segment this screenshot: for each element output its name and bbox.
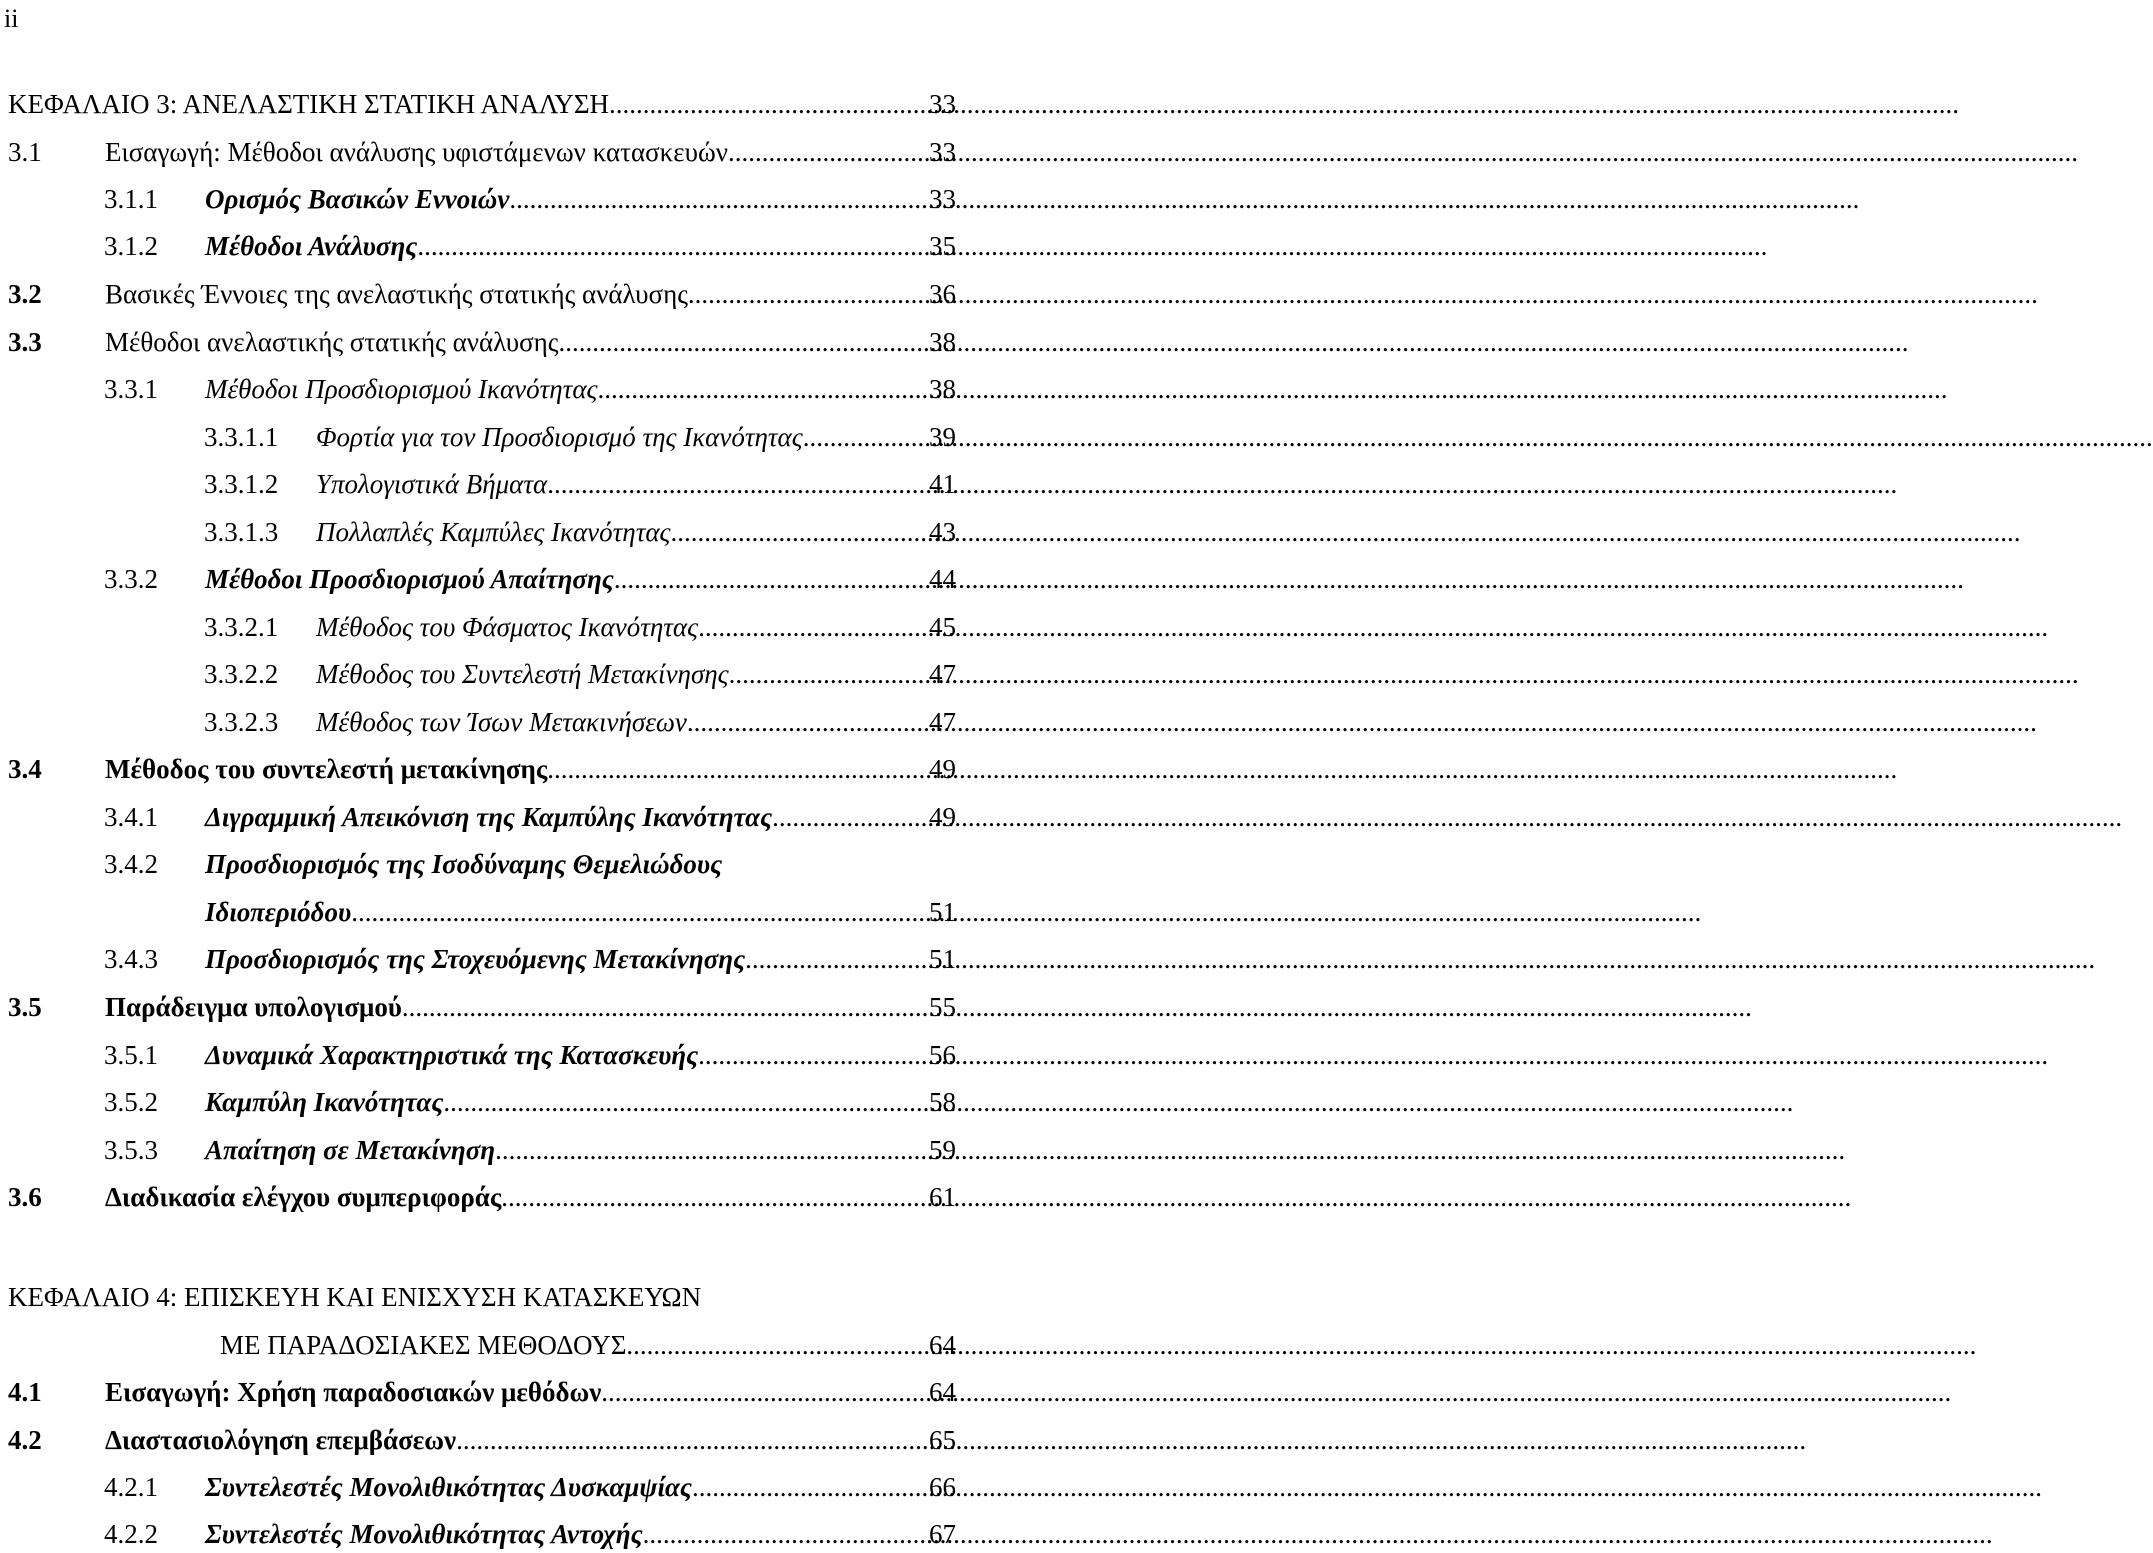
toc-leader-dots — [626, 1327, 929, 1363]
toc-page-number: 56 — [929, 1040, 956, 1070]
toc-page-number: 35 — [929, 231, 956, 261]
toc-entry-3-1-2[interactable] — [104, 228, 956, 264]
toc-page-number: 33 — [929, 89, 956, 119]
toc-leader-dots — [509, 181, 929, 217]
toc-chapter-4-heading[interactable] — [8, 1279, 701, 1315]
toc-leader-dots — [495, 1132, 929, 1168]
toc-page-number: 43 — [929, 517, 956, 547]
toc-section-number: 3.5 — [8, 992, 42, 1022]
toc-entry-3-3-1-3[interactable] — [204, 514, 956, 550]
toc-page-number: 41 — [929, 469, 956, 499]
toc-section-number: 3.3.2.1 — [204, 612, 279, 642]
toc-page-number: 59 — [929, 1135, 956, 1165]
document-page — [0, 0, 960, 1553]
toc-entry-3-3-2[interactable] — [104, 561, 956, 597]
toc-section-number: 3.5.3 — [104, 1135, 158, 1165]
toc-page-number: 33 — [929, 184, 956, 214]
toc-leader-dots — [803, 419, 929, 455]
toc-entry-3-3-1-1[interactable] — [204, 419, 956, 455]
toc-page-number: 64 — [929, 1377, 956, 1407]
toc-leader-dots — [698, 1037, 929, 1073]
toc-leader-dots — [728, 134, 929, 170]
toc-section-number: 3.4.2 — [104, 849, 158, 879]
toc-entry-3-5[interactable] — [8, 989, 956, 1025]
toc-title: Μέθοδοι Προσδιορισμού Ικανότητας — [205, 374, 598, 404]
toc-title: Μέθοδος των Ίσων Μετακινήσεων — [316, 707, 687, 737]
toc-leader-dots — [692, 1469, 929, 1505]
toc-leader-dots — [547, 751, 929, 787]
toc-page-number: 55 — [929, 992, 956, 1022]
toc-page-number: 61 — [929, 1182, 956, 1212]
toc-section-number: 3.2 — [8, 279, 42, 309]
toc-section-number: 3.3.1.2 — [204, 469, 279, 499]
toc-page-number: 47 — [929, 707, 956, 737]
toc-leader-dots — [614, 561, 929, 597]
toc-page-number: 65 — [929, 1425, 956, 1455]
toc-leader-dots — [597, 371, 929, 407]
toc-section-number: 3.1.2 — [104, 231, 158, 261]
toc-entry-3-5-3[interactable] — [104, 1132, 956, 1168]
toc-page-number: 66 — [929, 1472, 956, 1502]
toc-leader-dots — [351, 894, 929, 930]
toc-section-number: 3.5.1 — [104, 1040, 158, 1070]
toc-leader-dots — [402, 989, 929, 1025]
toc-section-number: 3.3.2.2 — [204, 659, 279, 689]
toc-title: Προσδιορισμός της Ισοδύναμης Θεμελιώδους — [205, 849, 723, 879]
toc-entry-4-1[interactable] — [8, 1374, 956, 1410]
toc-title: Μέθοδοι ανελαστικής στατικής ανάλυσης — [105, 327, 559, 357]
toc-page-number: 67 — [929, 1519, 956, 1549]
toc-page-number: 39 — [929, 422, 956, 452]
toc-leader-dots — [671, 514, 930, 550]
toc-section-number: 4.2 — [8, 1425, 42, 1455]
toc-section-number: 3.4.1 — [104, 802, 158, 832]
toc-page-number: 33 — [929, 137, 956, 167]
toc-section-number: 3.3.1.1 — [204, 422, 279, 452]
toc-entry-3-3-2-2[interactable] — [204, 656, 956, 692]
toc-title: Ορισμός Βασικών Εννοιών — [205, 184, 510, 214]
toc-title: Διαδικασία ελέγχου συμπεριφοράς — [105, 1182, 502, 1212]
toc-page-number: 44 — [929, 564, 956, 594]
toc-leader-dots — [443, 1084, 929, 1120]
toc-entry-3-4-2-continuation[interactable] — [205, 894, 956, 930]
toc-page-number: 36 — [929, 279, 956, 309]
toc-title: Παράδειγμα υπολογισμού — [105, 992, 402, 1022]
toc-title: Βασικές Έννοιες της ανελαστικής στατικής ανάλυσης — [105, 279, 688, 309]
toc-entry-3-3-1[interactable] — [104, 371, 956, 407]
toc-section-number: 3.3.2 — [104, 564, 158, 594]
toc-leader-dots — [558, 324, 929, 360]
toc-leader-dots — [729, 656, 929, 692]
toc-section-number: 3.3.1 — [104, 374, 158, 404]
toc-entry-3-3-2-3[interactable] — [204, 704, 956, 740]
toc-entry-3-5-1[interactable] — [104, 1037, 956, 1073]
toc-leader-dots — [456, 1422, 929, 1458]
toc-page-number: 51 — [929, 897, 956, 927]
toc-leader-dots — [643, 1516, 929, 1552]
toc-section-number: 3.1 — [8, 137, 42, 167]
toc-chapter-3[interactable] — [8, 86, 956, 122]
toc-entry-3-4-2[interactable] — [104, 846, 956, 882]
toc-title: ΚΕΦΑΛΑΙΟ 3: ΑΝΕΛΑΣΤΙΚΗ ΣΤΑΤΙΚΗ ΑΝΑΛΥΣΗ — [8, 89, 610, 119]
toc-leader-dots — [745, 941, 929, 977]
toc-title: Υπολογιστικά Βήματα — [316, 469, 548, 499]
toc-page-number: 51 — [929, 944, 956, 974]
toc-title: Πολλαπλές Καμπύλες Ικανότητας — [316, 517, 671, 547]
toc-leader-dots — [601, 1374, 929, 1410]
toc-page-number: 45 — [929, 612, 956, 642]
toc-entry-3-2[interactable] — [8, 276, 956, 312]
toc-title: Μέθοδος του συντελεστή μετακίνησης — [105, 754, 548, 784]
toc-page-number: 64 — [929, 1330, 956, 1360]
toc-page-number: 38 — [929, 327, 956, 357]
toc-leader-dots — [688, 276, 929, 312]
toc-chapter-4[interactable] — [220, 1327, 956, 1363]
toc-entry-3-3-2-1[interactable] — [204, 609, 956, 645]
toc-title: Μέθοδος του Φάσματος Ικανότητας — [316, 612, 699, 642]
toc-title: Μέθοδοι Προσδιορισμού Απαίτησης — [205, 564, 614, 594]
page-number: ii — [4, 4, 19, 33]
toc-title: Εισαγωγή: Χρήση παραδοσιακών μεθόδων — [105, 1377, 602, 1407]
toc-section-number: 3.4.3 — [104, 944, 158, 974]
toc-entry-4-2[interactable] — [8, 1422, 956, 1458]
toc-title: Απαίτηση σε Μετακίνηση — [205, 1135, 496, 1165]
toc-entry-3-4-1[interactable] — [104, 799, 956, 835]
toc-title: Συντελεστές Μονολιθικότητας Αντοχής — [205, 1519, 643, 1549]
toc-section-number: 3.3.2.3 — [204, 707, 279, 737]
toc-title: Φορτία για τον Προσδιορισμό της Ικανότητας — [316, 422, 803, 452]
toc-leader-dots — [698, 609, 929, 645]
toc-entry-3-3-1-2[interactable] — [204, 466, 956, 502]
toc-leader-dots — [547, 466, 929, 502]
toc-entry-3-4[interactable] — [8, 751, 956, 787]
toc-section-number: 3.3 — [8, 327, 42, 357]
toc-entry-3-1[interactable] — [8, 134, 956, 170]
toc-section-number: 3.5.2 — [104, 1087, 158, 1117]
toc-title: ΜΕ ΠΑΡΑΔΟΣΙΑΚΕΣ ΜΕΘΟΔΟΥΣ — [220, 1330, 627, 1360]
toc-title: Ιδιοπεριόδου — [205, 897, 352, 927]
toc-section-number: 4.2.2 — [104, 1519, 158, 1549]
toc-title: Διαστασιολόγηση επεμβάσεων — [105, 1425, 457, 1455]
toc-page-number: 38 — [929, 374, 956, 404]
toc-page-number: 58 — [929, 1087, 956, 1117]
toc-title: Δυναμικά Χαρακτηριστικά της Κατασκευής — [205, 1040, 699, 1070]
toc-section-number: 3.6 — [8, 1182, 42, 1212]
toc-title: Εισαγωγή: Μέθοδοι ανάλυσης υφιστάμενων κατασκευών — [105, 137, 728, 167]
toc-leader-dots — [609, 86, 929, 122]
toc-entry-3-3[interactable] — [8, 324, 956, 360]
toc-leader-dots — [772, 799, 929, 835]
toc-leader-dots — [687, 704, 929, 740]
toc-title: Διγραμμική Απεικόνιση της Καμπύλης Ικανότητας — [205, 802, 773, 832]
toc-title: Προσδιορισμός της Στοχευόμενης Μετακίνησης — [205, 944, 746, 974]
toc-entry-4-2-2[interactable] — [104, 1516, 956, 1552]
toc-title: Μέθοδοι Ανάλυσης — [205, 231, 418, 261]
toc-entry-3-6[interactable] — [8, 1179, 956, 1215]
toc-title: Μέθοδος του Συντελεστή Μετακίνησης — [316, 659, 729, 689]
toc-title: Καμπύλη Ικανότητας — [205, 1087, 444, 1117]
toc-section-number: 4.2.1 — [104, 1472, 158, 1502]
toc-section-number: 3.1.1 — [104, 184, 158, 214]
toc-section-number: 3.3.1.3 — [204, 517, 279, 547]
toc-page-number: 47 — [929, 659, 956, 689]
toc-title: ΚΕΦΑΛΑΙΟ 4: ΕΠΙΣΚΕΥΗ ΚΑΙ ΕΝΙΣΧΥΣΗ ΚΑΤΑΣΚΕΥΩΝ — [8, 1282, 702, 1312]
toc-section-number: 3.4 — [8, 754, 42, 784]
toc-entry-3-5-2[interactable] — [104, 1084, 956, 1120]
toc-entry-3-4-3[interactable] — [104, 941, 956, 977]
toc-title: Συντελεστές Μονολιθικότητας Δυσκαμψίας — [205, 1472, 692, 1502]
toc-leader-dots — [417, 228, 929, 264]
toc-page-number: 49 — [929, 802, 956, 832]
toc-entry-4-2-1[interactable] — [104, 1469, 956, 1505]
toc-section-number: 4.1 — [8, 1377, 42, 1407]
toc-leader-dots — [501, 1179, 929, 1215]
toc-entry-3-1-1[interactable] — [104, 181, 956, 217]
toc-page-number: 49 — [929, 754, 956, 784]
